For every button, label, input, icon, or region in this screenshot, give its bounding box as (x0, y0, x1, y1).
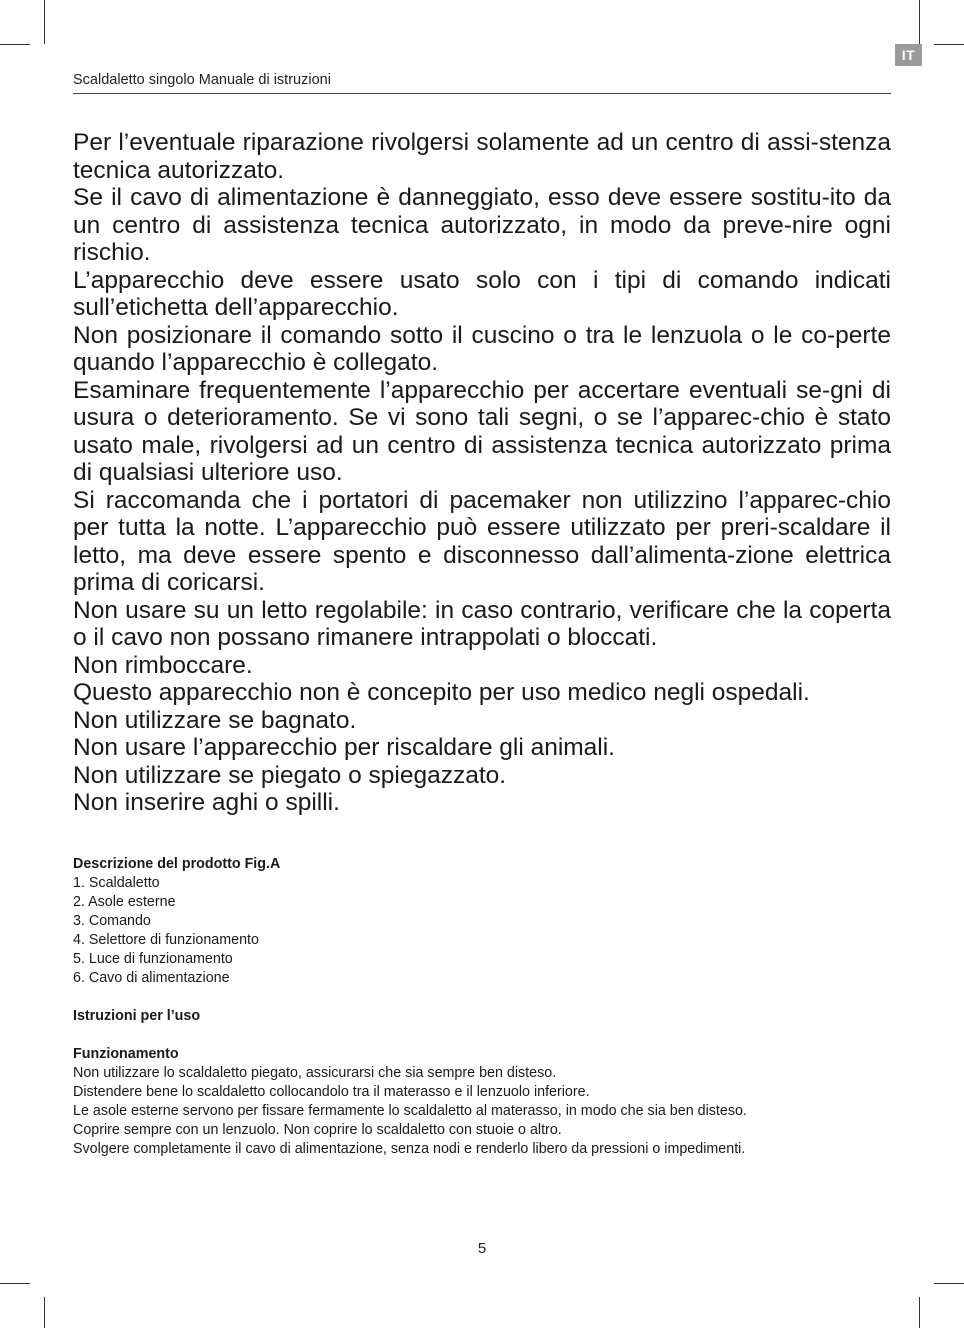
instruction-line: Le asole esterne servono per fissare fermamente lo scaldaletto al materasso, in modo che sia ben disteso. (73, 1103, 747, 1119)
warning-paragraph: Non posizionare il comando sotto il cuscino o tra le lenzuola o le co-perte quando l’apparecchio è collegato. (73, 321, 891, 376)
spacer (73, 988, 891, 1007)
warning-paragraph: Non rimboccare. (73, 651, 253, 679)
warning-paragraph: Non utilizzare se bagnato. (73, 706, 357, 734)
product-description-title: Descrizione del prodotto Fig.A (73, 856, 281, 872)
crop-mark-top-right-h (934, 44, 964, 45)
operation-subtitle: Funzionamento (73, 1046, 179, 1062)
list-item: 5. Luce di funzionamento (73, 951, 233, 967)
warning-paragraph: Non usare l’apparecchio per riscaldare gli animali. (73, 734, 615, 761)
instruction-line: Non utilizzare lo scaldaletto piegato, assicurarsi che sia sempre ben disteso. (73, 1065, 557, 1081)
warning-paragraph: Questo apparecchio non è concepito per uso medico negli ospedali. (73, 679, 810, 706)
instruction-line: Distendere bene lo scaldaletto collocandolo tra il materasso e il lenzuolo inferiore. (73, 1084, 590, 1100)
warning-paragraph: Esaminare frequentemente l’apparecchio per accertare eventuali se-gni di usura o deterioramento. Se vi sono tali segni, o se l’apparec-chio è stato usato male, rivolgersi ad un centro di assistenza tecnica autorizzato prima di qualsiasi ulteriore uso. (73, 376, 891, 486)
language-badge: IT (895, 44, 922, 66)
list-item: 4. Selettore di funzionamento (73, 932, 259, 948)
running-header: Scaldaletto singolo Manuale di istruzioni (73, 72, 331, 88)
header-divider (73, 93, 891, 94)
list-item: 3. Comando (73, 913, 151, 929)
safety-warnings (73, 129, 891, 817)
warning-paragraph: Si raccomanda che i portatori di pacemaker non utilizzino l’apparec-chio per tutta la notte. L’apparecchio può essere utilizzato per preri-scaldare il letto, ma deve essere spento e disconnesso dall’alimenta-zione elettrica prima di coricarsi. (73, 486, 891, 596)
list-item: 1. Scaldaletto (73, 875, 160, 891)
warning-paragraph: L’apparecchio deve essere usato solo con i tipi di comando indicati sull’etichetta dell’apparecchio. (73, 266, 891, 321)
crop-mark-bottom-right (919, 1297, 920, 1328)
crop-mark-top-right (919, 0, 920, 44)
warning-paragraph: Se il cavo di alimentazione è danneggiato, esso deve essere sostitu-ito da un centro di assistenza tecnica autorizzato, in modo da preve-nire ogni rischio. (73, 184, 891, 266)
crop-mark-bottom-left-h (0, 1283, 30, 1284)
crop-mark-bottom-left (44, 1297, 45, 1328)
list-item: 6. Cavo di alimentazione (73, 970, 230, 986)
crop-mark-bottom-right-h (934, 1283, 964, 1284)
warning-paragraph: Non usare su un letto regolabile: in caso contrario, verificare che la coperta o il cavo non possano rimanere intrappolati o bloccati. (73, 596, 891, 651)
product-section (73, 855, 891, 1159)
crop-mark-top-left-h (0, 44, 30, 45)
spacer (73, 1026, 891, 1045)
page-number: 5 (477, 1240, 487, 1257)
instruction-line: Svolgere completamente il cavo di alimentazione, senza nodi e renderlo libero da pressioni o impedimenti. (73, 1141, 746, 1157)
warning-paragraph: Per l’eventuale riparazione rivolgersi solamente ad un centro di assi-stenza tecnica autorizzato. (73, 129, 891, 184)
warning-paragraph: Non inserire aghi o spilli. (73, 789, 340, 816)
warning-paragraph: Non utilizzare se piegato o spiegazzato. (73, 761, 507, 789)
instructions-title: Istruzioni per l’uso (73, 1008, 201, 1024)
instruction-line: Coprire sempre con un lenzuolo. Non coprire lo scaldaletto con stuoie o altro. (73, 1122, 562, 1138)
list-item: 2. Asole esterne (73, 894, 176, 910)
crop-mark-top-left (44, 0, 45, 44)
